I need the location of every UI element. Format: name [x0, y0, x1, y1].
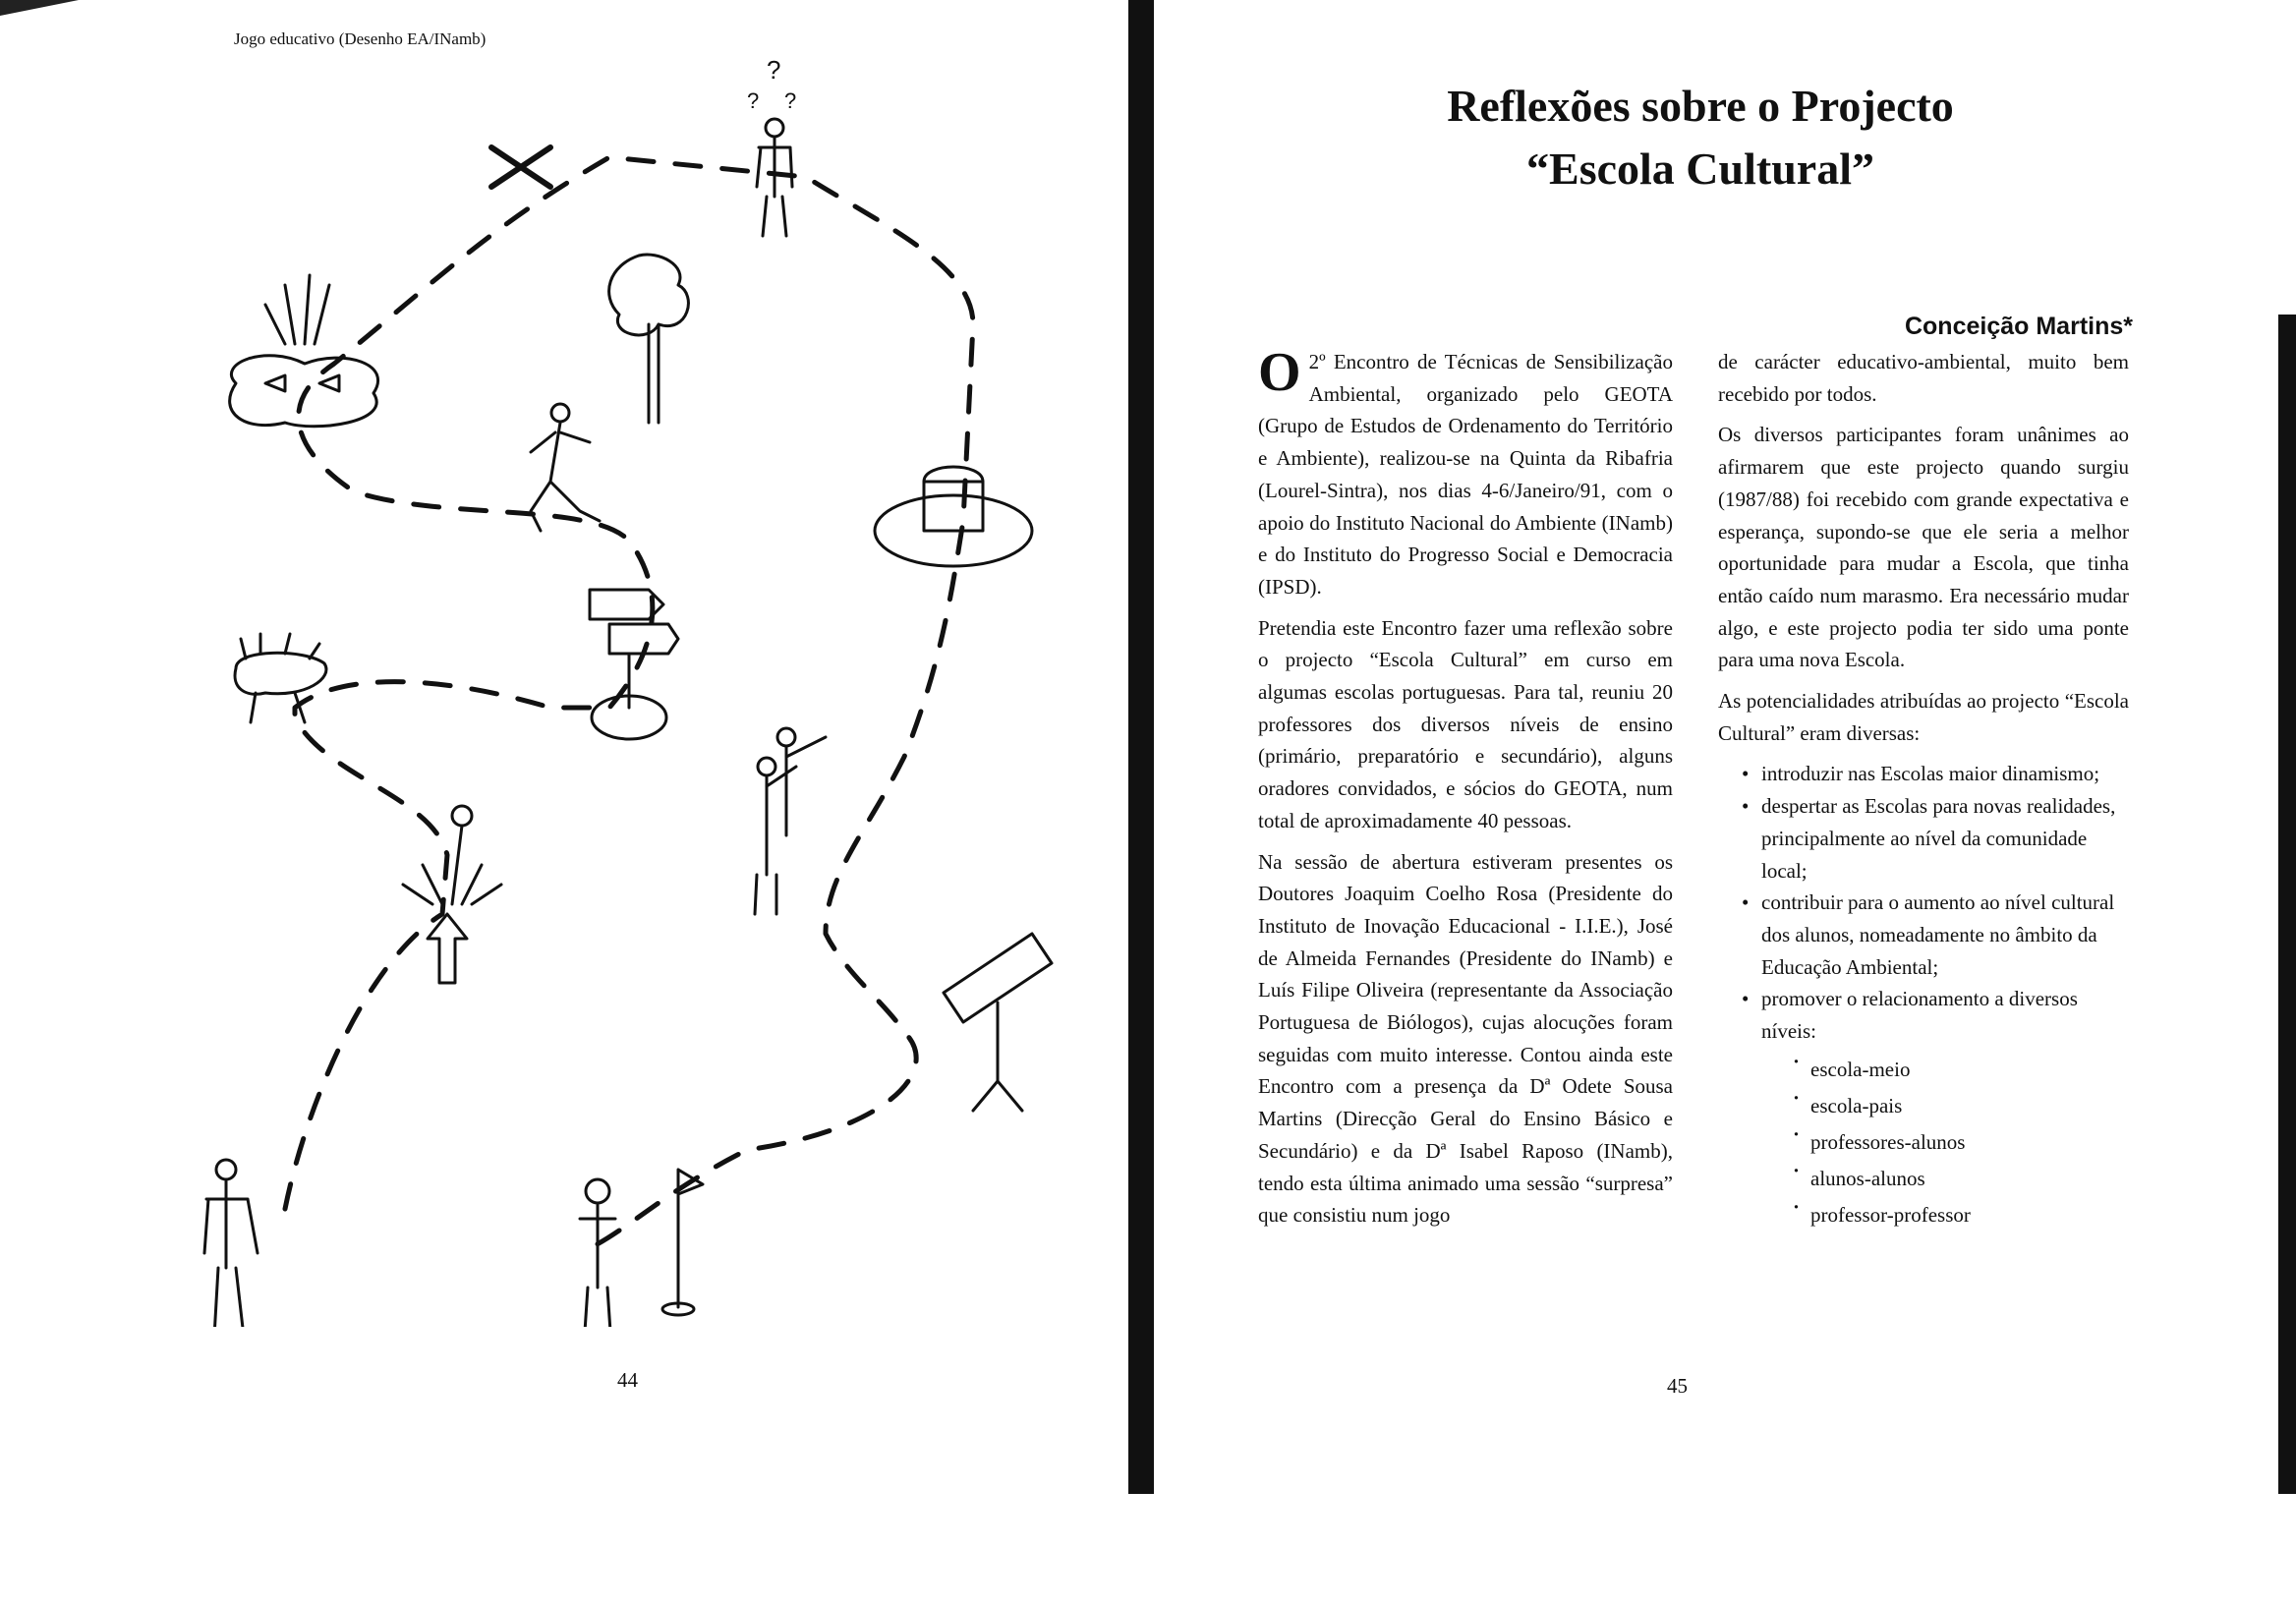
page-number-right: 45: [1667, 1374, 1688, 1398]
photographer-person-icon: [580, 1179, 615, 1327]
left-page: [0, 0, 1140, 1604]
paragraph-6: As potencialidades atribuídas ao projecto “Escola Cultural” eram diversas:: [1718, 689, 2129, 745]
title-line-2: “Escola Cultural”: [1526, 143, 1874, 194]
paragraph-2: Pretendia este Encontro fazer uma reflexão sobre o projecto “Escola Cultural” em curso em algumas escolas portuguesas. Para tal, reuniu 20 professores dos diversos níveis de ensino (primário, preparatório e secundário), alguns oradores convidados, e sócios do GEOTA, num total de aproximadamente 40 pessoas.: [1258, 615, 1673, 832]
telescope-icon: [944, 934, 1052, 1111]
flag-icon: [662, 1170, 703, 1315]
list-item-text: promover o relacionamento a diversos níveis:: [1761, 987, 2078, 1044]
x-mark-icon: [491, 147, 550, 187]
signpost-icon: [590, 590, 678, 739]
svg-text:?: ?: [767, 55, 781, 85]
title-line-1: Reflexões sobre o Projecto: [1447, 81, 1954, 131]
book-spine-shadow: [1128, 0, 1154, 1494]
text-column-1: [1258, 342, 1673, 1240]
walking-person-icon: [531, 404, 600, 531]
relationship-sublist: [1761, 1052, 2129, 1233]
paragraph-1-text: 2º Encontro de Técnicas de Sensibilização Ambiental, organizado pelo GEOTA (Grupo de Estudos de Ordenamento do Território e Ambiente), realizou-se na Quinta da Ribafria (Lourel-Sintra), nos dias 4-6/Janeiro/91, com o apoio do Instituto Nacional do Ambiente (INamb) e do Instituto do Progresso Social e Democracia (IPSD).: [1258, 350, 1673, 599]
sublist-item: · escola-meio: [1791, 1052, 2129, 1088]
sublist-item: · alunos-alunos: [1791, 1161, 2129, 1197]
author-name: Conceição Martins*: [1904, 313, 2133, 340]
confused-person-icon: [747, 55, 796, 236]
drop-cap: O: [1258, 342, 1301, 403]
up-arrow-icon: [428, 914, 467, 983]
svg-text:?: ?: [784, 88, 797, 113]
text-column-2: [1718, 346, 2129, 1233]
sublist-item: · escola-pais: [1791, 1088, 2129, 1124]
paragraph-3: Na sessão de abertura estiveram presentes os Doutores Joaquim Coelho Rosa (Presidente do Instituto de Inovação Educacional - I.I.E.), José de Almeida Fernandes (Presidente do INamb) e Luís Filipe Oliveira (representante da Associação Portuguesa de Biólogos), cujas alocuções foram seguidas com muito interesse. Contou ainda este Encontro com a presença da Dª Odete Sousa Martins (Direcção Geral do Ensino Básico e Secundário) e da Dª Isabel Raposo (INamb), tendo esta última animado uma sessão “surpresa” que consistiu num jogo: [1258, 849, 1673, 1228]
list-item: • contribuir para o aumento ao nível cultural dos alunos, nomeadamente no âmbito da Educação Ambiental;: [1736, 887, 2129, 983]
flower-icon: [403, 806, 501, 904]
list-item: • introduzir nas Escolas maior dinamismo;: [1736, 758, 2129, 790]
article-title: [1268, 75, 2133, 200]
illustration-caption: Jogo educativo (Desenho EA/INamb): [234, 29, 487, 48]
treasure-chest-icon: [875, 467, 1032, 566]
treasure-map-illustration: [197, 29, 1081, 1327]
list-item: • despertar as Escolas para novas realidades, principalmente ao nível da comunidade local;: [1736, 790, 2129, 887]
pond-icon: [230, 275, 378, 427]
sublist-item: · professor-professor: [1791, 1197, 2129, 1233]
paragraph-5: Os diversos participantes foram unânimes ao afirmarem que este projecto quando surgiu (1987/88) foi recebido com grande expectativa e esperança, supondo-se que ele seria a melhor oportunidade para mudar a Escola, que tinha então caído num marasmo. Era necessário mudar algo, e este projecto podia ter sido uma ponte para uma nova Escola.: [1718, 423, 2129, 672]
page-edge-shadow: [2278, 315, 2296, 1494]
hiker-person-icon: [204, 1160, 258, 1327]
potentialities-list: [1718, 758, 2129, 1232]
list-item: [1736, 983, 2129, 1232]
pointing-people-icon: [755, 728, 826, 914]
paragraph-intro: [1258, 342, 1673, 603]
tree-icon: [609, 255, 689, 423]
hedgehog-creature-icon: [235, 634, 326, 722]
page-number-left: 44: [617, 1368, 638, 1392]
paragraph-4: de carácter educativo-ambiental, muito bem recebido por todos.: [1718, 350, 2129, 406]
sublist-item: · professores-alunos: [1791, 1124, 2129, 1161]
svg-text:?: ?: [747, 88, 760, 113]
